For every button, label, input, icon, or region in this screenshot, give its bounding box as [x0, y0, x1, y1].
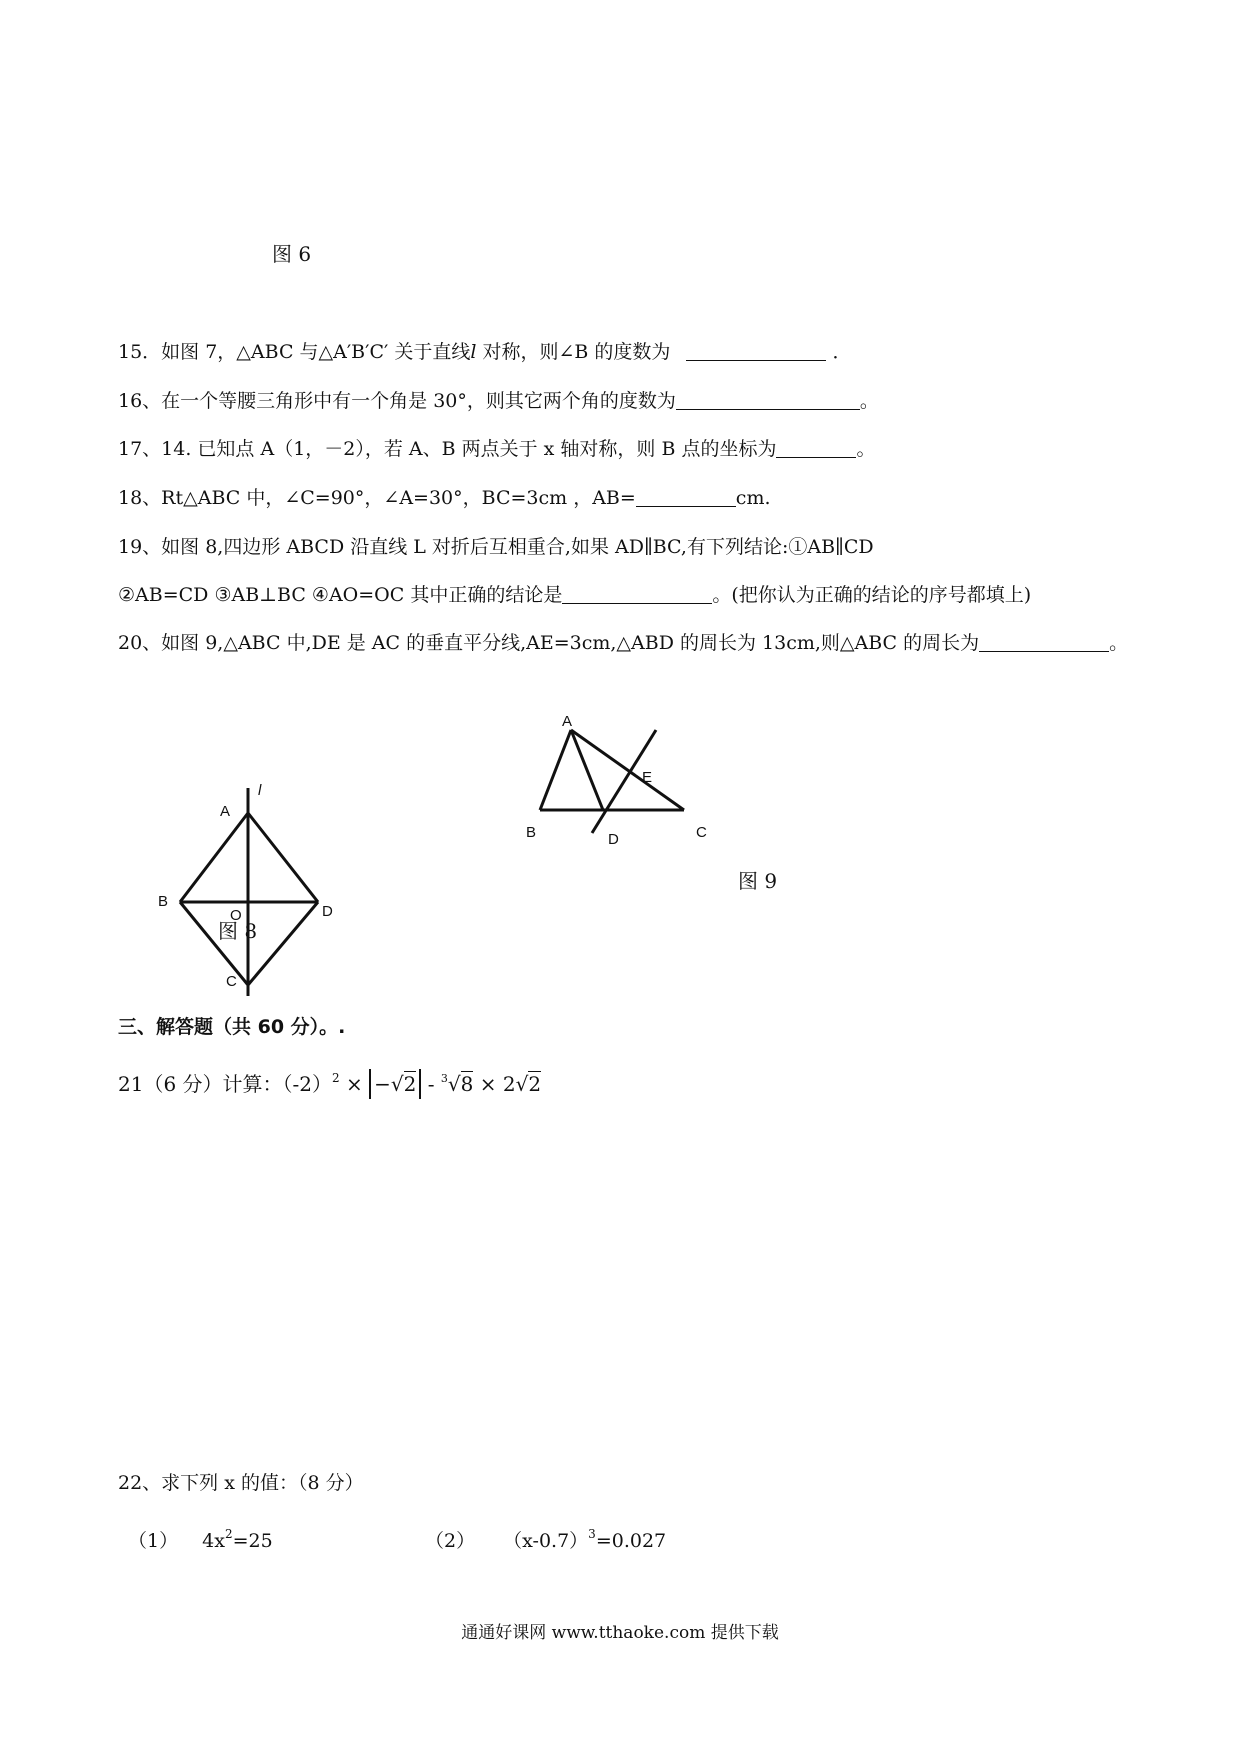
q20-text: 20、如图 9,△ABC 中,DE 是 AC 的垂直平分线,AE=3cm,△ABD 的周长为 13cm,则△ABC 的周长为 — [118, 632, 980, 654]
q21-cube-root-index: 3 — [440, 1072, 448, 1085]
question-22-part-2 — [425, 1526, 666, 1553]
q21-cube-root-radicand: 8 — [460, 1072, 474, 1096]
q21-abs-minus: − — [374, 1072, 391, 1096]
q22-p1-number: （1） — [128, 1530, 179, 1552]
question-22-part-1 — [128, 1526, 273, 1553]
fig8-point-a: A — [220, 803, 231, 820]
q19-line2-start: ②AB=CD ③AB⊥BC ④AO=OC 其中正确的结论是 — [118, 584, 563, 606]
q22-p2-a: （x-0.7） — [503, 1530, 589, 1552]
q21-times1: × — [339, 1072, 370, 1096]
q21-minus: - — [427, 1072, 441, 1096]
q16-text: 16、在一个等腰三角形中有一个角是 30°，则其它两个角的度数为 — [118, 390, 676, 412]
figure-9-label: 图 9 — [738, 869, 778, 893]
fig9-point-b: B — [526, 824, 537, 841]
question-20 — [118, 628, 1128, 655]
q18-answer-blank[interactable] — [636, 488, 736, 507]
q15-end: ． — [826, 341, 852, 363]
question-19-line-2 — [118, 580, 1031, 607]
question-16 — [118, 386, 879, 413]
q17-end: 。 — [856, 438, 876, 460]
q21-sqrt-sign: √ — [390, 1072, 404, 1096]
fig8-point-c: C — [226, 973, 237, 990]
figure-8-label: 图 8 — [218, 919, 258, 943]
fig9-point-c: C — [696, 824, 707, 841]
fig8-line-l: l — [258, 782, 262, 799]
q19-line1: 19、如图 8,四边形 ABCD 沿直线 L 对折后互相重合,如果 AD∥BC,有下列结论:①AB∥CD — [118, 536, 874, 558]
q22-p2-b: =0.027 — [595, 1530, 667, 1552]
page-footer: 通通好课网 www.tthaoke.com 提供下载 — [461, 1623, 779, 1643]
q21-times2: × 2 — [473, 1072, 516, 1096]
q22-p2-number: （2） — [425, 1530, 476, 1552]
question-21 — [118, 1068, 541, 1099]
q15-line-l: l — [470, 341, 477, 363]
q21-sqrt2-radicand: 2 — [528, 1072, 542, 1096]
q17-answer-blank[interactable] — [776, 439, 856, 458]
q17-text: 17、14. 已知点 A（1，－2），若 A、B 两点关于 x 轴对称，则 B 点的坐标为 — [118, 438, 777, 460]
q18-text: 18、Rt△ABC 中，∠C=90°，∠A=30°，BC=3cm ，AB= — [118, 487, 636, 509]
figure-6-label: 图 6 — [272, 242, 312, 266]
q20-answer-blank[interactable] — [979, 633, 1109, 652]
fig9-point-e: E — [642, 769, 653, 786]
section-3-heading: 三、解答题（共 60 分）。. — [118, 1016, 346, 1038]
q15-text2: 对称，则∠B 的度数为 — [476, 341, 671, 363]
q20-end: 。 — [1109, 632, 1129, 654]
fig8-point-d: D — [322, 903, 333, 920]
figure-9-triangle-diagram — [520, 700, 740, 860]
q22-p1-expression — [202, 1527, 273, 1552]
q21-absolute-value — [369, 1069, 421, 1099]
q22-p2-exponent: 3 — [588, 1527, 596, 1541]
question-15 — [118, 337, 852, 364]
q16-answer-blank[interactable] — [676, 391, 860, 410]
q21-exponent: 2 — [332, 1071, 340, 1085]
fig8-point-b: B — [158, 893, 169, 910]
q22-p1-b: =25 — [232, 1530, 273, 1552]
question-19-line-1 — [118, 532, 874, 559]
q16-end: 。 — [859, 390, 879, 412]
q21-sqrt-radicand: 2 — [403, 1072, 417, 1096]
fig8-point-o: O — [230, 907, 242, 924]
q15-text: 15．如图 7，△ABC 与△A′B′C′ 关于直线 — [118, 341, 471, 363]
q22-p2-expression — [503, 1527, 667, 1552]
q19-answer-blank[interactable] — [562, 585, 712, 604]
question-22: 22、求下列 x 的值：（8 分） — [118, 1472, 364, 1494]
q22-p1-exponent: 2 — [224, 1527, 233, 1541]
q18-end: cm. — [735, 487, 771, 509]
question-18 — [118, 483, 771, 510]
q21-prefix: 21（6 分）计算：（-2） — [118, 1072, 333, 1096]
figure-8-rhombus-diagram — [150, 770, 350, 1010]
q22-p1-a: 4x — [202, 1530, 225, 1552]
q19-line2-end: 。(把你认为正确的结论的序号都填上) — [712, 584, 1032, 606]
q21-sqrt2-sign: √ — [515, 1072, 529, 1096]
fig9-point-a: A — [562, 713, 573, 730]
q21-cube-root-sign: √ — [447, 1072, 461, 1096]
question-17 — [118, 434, 876, 461]
q15-answer-blank[interactable] — [686, 342, 826, 361]
fig9-point-d: D — [608, 831, 619, 848]
